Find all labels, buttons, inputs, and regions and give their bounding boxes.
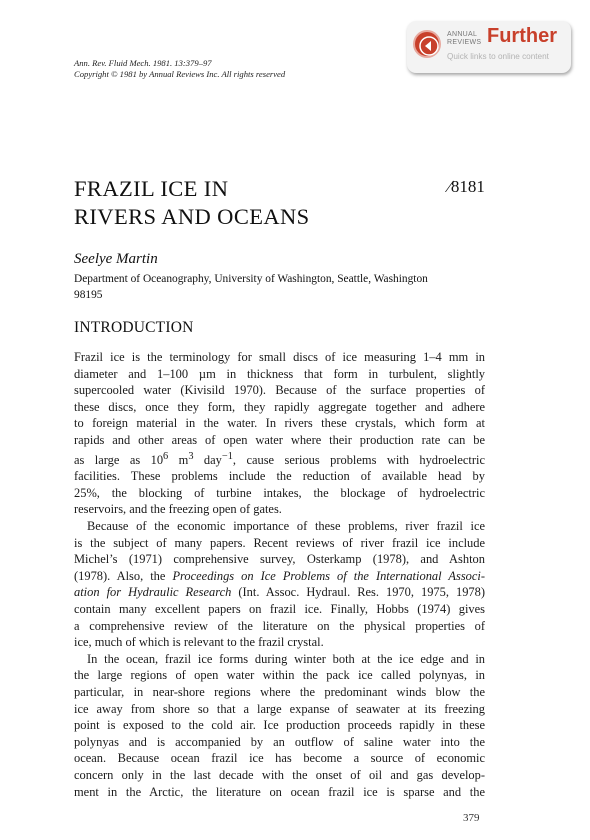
annual-reviews-further-badge[interactable]: [407, 21, 571, 73]
text-line: ment in the Arctic, the literature on ocean frazil ice is sparse and the: [74, 784, 485, 799]
text-line: these discs, once they form, they rapidly aggregate together and adhere: [74, 399, 485, 414]
text-line: polynyas and is accompanied by an outflow of saline water into the: [74, 734, 485, 749]
text-line: contain many excellent papers on frazil ice. Finally, Hobbs (1974) gives: [74, 602, 485, 617]
author-name: Seelye Martin: [74, 251, 158, 267]
text-line: In the ocean, frazil ice forms during winter both at the ice edge and in: [87, 651, 485, 666]
text-line: 25%, the blocking of turbine intakes, the blockage of hydroelectric: [74, 485, 485, 500]
text-line: particular, in near-shore regions where the predominant winds blow the: [74, 685, 485, 700]
page-number: 379: [463, 812, 480, 824]
text-line: Frazil ice is the terminology for small discs of ice measuring 1–4 mm in: [74, 350, 485, 364]
author-affiliation: Department of Oceanography, University of Washington, Seattle, Washington 98195: [74, 273, 428, 301]
text-line: supercooled water (Kivisild 1970). Because of the surface properties of: [74, 383, 485, 398]
quick-links-text: Quick links to online content: [447, 52, 549, 61]
section-heading: INTRODUCTION: [74, 319, 194, 336]
text-line: ation for Hydraulic Research (Int. Assoc. Hydraul. Res. 1970, 1975, 1978): [74, 585, 485, 600]
annual-reviews-wordmark: ANNUAL REVIEWS: [447, 31, 482, 46]
article-title: FRAZIL ICE IN RIVERS AND OCEANS: [74, 176, 310, 229]
text-line: as large as $10^6$ $m^3$ day$^{-1}$, cause serious problems with hydroelectric: [74, 450, 485, 467]
journal-header: [74, 58, 285, 80]
text-line: rapids and other areas of open water where their production rate can be: [74, 432, 485, 447]
further-label: Further: [487, 25, 557, 47]
text-line: point is exposed to the cold air. Ice production proceeds rapidly in these: [74, 718, 485, 733]
journal-citation: Ann. Rev. Fluid Mech. 1981. 13:379–97: [74, 58, 212, 68]
text-line: diameter and 1–100 µm in thickness that form in turbulent, slightly: [74, 366, 485, 381]
text-line: to foreign material in the water. In rivers these crystals, which form at: [74, 416, 485, 431]
text-line: is the subject of many papers. Recent reviews of river frazil ice include: [74, 535, 485, 550]
text-line: (1978). Also, the Proceedings on Ice Problems of the International Associ-: [74, 568, 485, 583]
text-line: Because of the economic importance of these problems, river frazil ice: [87, 519, 485, 534]
text-line: ice away from shore so that a large expanse of seawater at its freezing: [74, 701, 485, 716]
text-line: ice, much of which is relevant to the frazil crystal.: [74, 635, 324, 650]
body-text: [74, 349, 485, 800]
text-line: concern only in the last decade with the onset of oil and gas develop-: [74, 767, 485, 782]
article-reference-number: ∕8181: [448, 177, 485, 196]
text-line: facilities. These problems include the reduction of available head by: [74, 469, 485, 484]
text-line: a comprehensive review of the literature on the physical properties of: [74, 618, 485, 633]
text-line: Michel’s (1971) comprehensive survey, Osterkamp (1978), and Ashton: [74, 552, 485, 567]
text-line: ocean. Because ocean frazil ice has become a source of economic: [74, 751, 485, 766]
text-line: reservoirs, and the freezing open of gates.: [74, 502, 282, 517]
annual-reviews-logo-icon: [413, 30, 441, 58]
text-line: the large regions of open water within the pack ice called polynyas, in: [74, 668, 485, 683]
copyright-notice: Copyright © 1981 by Annual Reviews Inc. All rights reserved: [74, 69, 286, 79]
